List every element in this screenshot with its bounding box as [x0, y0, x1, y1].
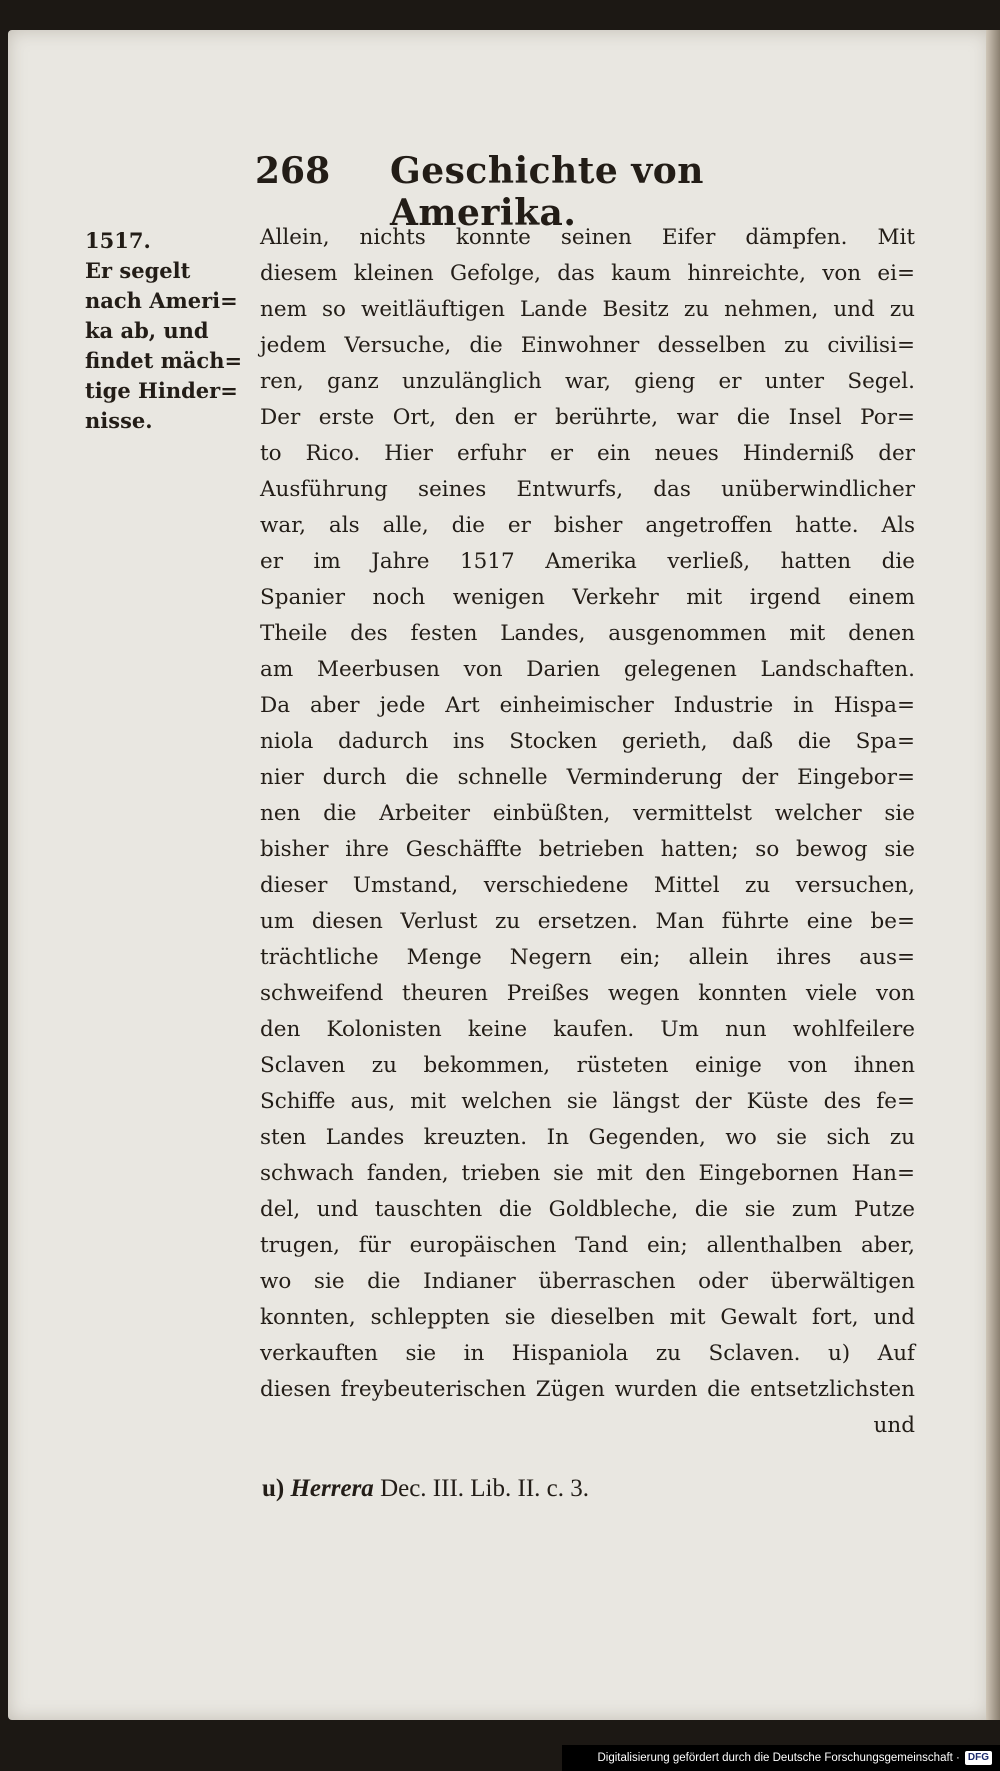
footnote-author: Herrera — [290, 1475, 374, 1502]
margin-note-line: nach Ameri= — [85, 288, 238, 313]
margin-note-line: Er segelt — [85, 258, 191, 283]
text-line: trächtliche Menge Negern ein; allein ihres aus= — [260, 945, 915, 970]
page-edge — [986, 30, 1000, 1720]
text-line: war, als alle, die er bisher angetroffen hatte. Als — [260, 513, 915, 538]
text-line: niola dadurch ins Stocken gerieth, daß die Spa= — [260, 729, 915, 754]
text-line: nen die Arbeiter einbüßten, vermittelst welcher sie — [260, 801, 915, 826]
footnote-marker: u) — [262, 1475, 285, 1502]
page-header — [255, 150, 875, 234]
text-line: Ausführung seines Entwurfs, das unüberwindlicher — [260, 477, 915, 502]
margin-note-line: findet mäch= — [85, 348, 243, 373]
text-line: Allein, nichts konnte seinen Eifer dämpfen. Mit — [260, 225, 915, 250]
margin-note-line: tige Hinder= — [85, 378, 238, 403]
text-line: schweifend theuren Preißes wegen konnten viele von — [260, 981, 915, 1006]
margin-note-line: ka ab, und — [85, 318, 209, 343]
running-title: Geschichte von Amerika. — [390, 150, 704, 234]
text-line: nier durch die schnelle Verminderung der Eingebor= — [260, 765, 915, 790]
text-line: Spanier noch wenigen Verkehr mit irgend einem — [260, 585, 915, 610]
text-line: dieser Umstand, verschiedene Mittel zu versuchen, — [260, 873, 915, 898]
margin-note-line: 1517. — [85, 228, 151, 253]
footnote-reference: Dec. III. Lib. II. c. 3. — [380, 1475, 589, 1502]
text-line: diesem kleinen Gefolge, das kaum hinreichte, von ei= — [260, 261, 915, 286]
digitization-credit-bar — [562, 1745, 1000, 1771]
text-line: Da aber jede Art einheimischer Industrie in Hispa= — [260, 693, 915, 718]
text-line: Theile des festen Landes, ausgenommen mit denen — [260, 621, 915, 646]
text-line: sten Landes kreuzten. In Gegenden, wo sie sich zu — [260, 1125, 915, 1150]
text-line: jedem Versuche, die Einwohner desselben zu civilisi= — [260, 333, 915, 358]
text-line: bisher ihre Geschäffte betrieben hatten; so bewog sie — [260, 837, 915, 862]
text-line: konnten, schleppten sie dieselben mit Gewalt fort, und — [260, 1305, 915, 1330]
text-line: verkauften sie in Hispaniola zu Sclaven. u) Auf — [260, 1341, 915, 1366]
text-line: trugen, für europäischen Tand ein; allenthalben aber, — [260, 1233, 915, 1258]
body-text — [260, 220, 915, 1444]
margin-note — [85, 226, 255, 436]
text-line: ren, ganz unzulänglich war, gieng er unter Segel. — [260, 369, 915, 394]
text-line: Der erste Ort, den er berührte, war die Insel Por= — [260, 405, 915, 430]
text-line: diesen freybeuterischen Zügen wurden die entsetzlichsten — [260, 1377, 915, 1402]
page-number: 268 — [255, 150, 331, 192]
dfg-logo: DFG — [965, 1751, 992, 1765]
digitization-credit: Digitalisierung gefördert durch die Deutsche Forschungsgemeinschaft · — [597, 1752, 960, 1764]
text-line: er im Jahre 1517 Amerika verließ, hatten die — [260, 549, 915, 574]
text-line: wo sie die Indianer überraschen oder überwältigen — [260, 1269, 915, 1294]
margin-note-line: nisse. — [85, 408, 153, 433]
text-line: schwach fanden, trieben sie mit den Eingebornen Han= — [260, 1161, 915, 1186]
text-line: nem so weitläuftigen Lande Besitz zu nehmen, und zu — [260, 297, 915, 322]
text-line: del, und tauschten die Goldbleche, die sie zum Putze — [260, 1197, 915, 1222]
text-line: Sclaven zu bekommen, rüsteten einige von ihnen — [260, 1053, 915, 1078]
footnote — [262, 1475, 589, 1503]
text-line: den Kolonisten keine kaufen. Um nun wohlfeilere — [260, 1017, 915, 1042]
text-line: um diesen Verlust zu ersetzen. Man führte eine be= — [260, 909, 915, 934]
text-line: to Rico. Hier erfuhr er ein neues Hinderniß der — [260, 441, 915, 466]
catchword: und — [873, 1413, 915, 1438]
text-line: am Meerbusen von Darien gelegenen Landschaften. — [260, 657, 915, 682]
text-line: Schiffe aus, mit welchen sie längst der Küste des fe= — [260, 1089, 915, 1114]
